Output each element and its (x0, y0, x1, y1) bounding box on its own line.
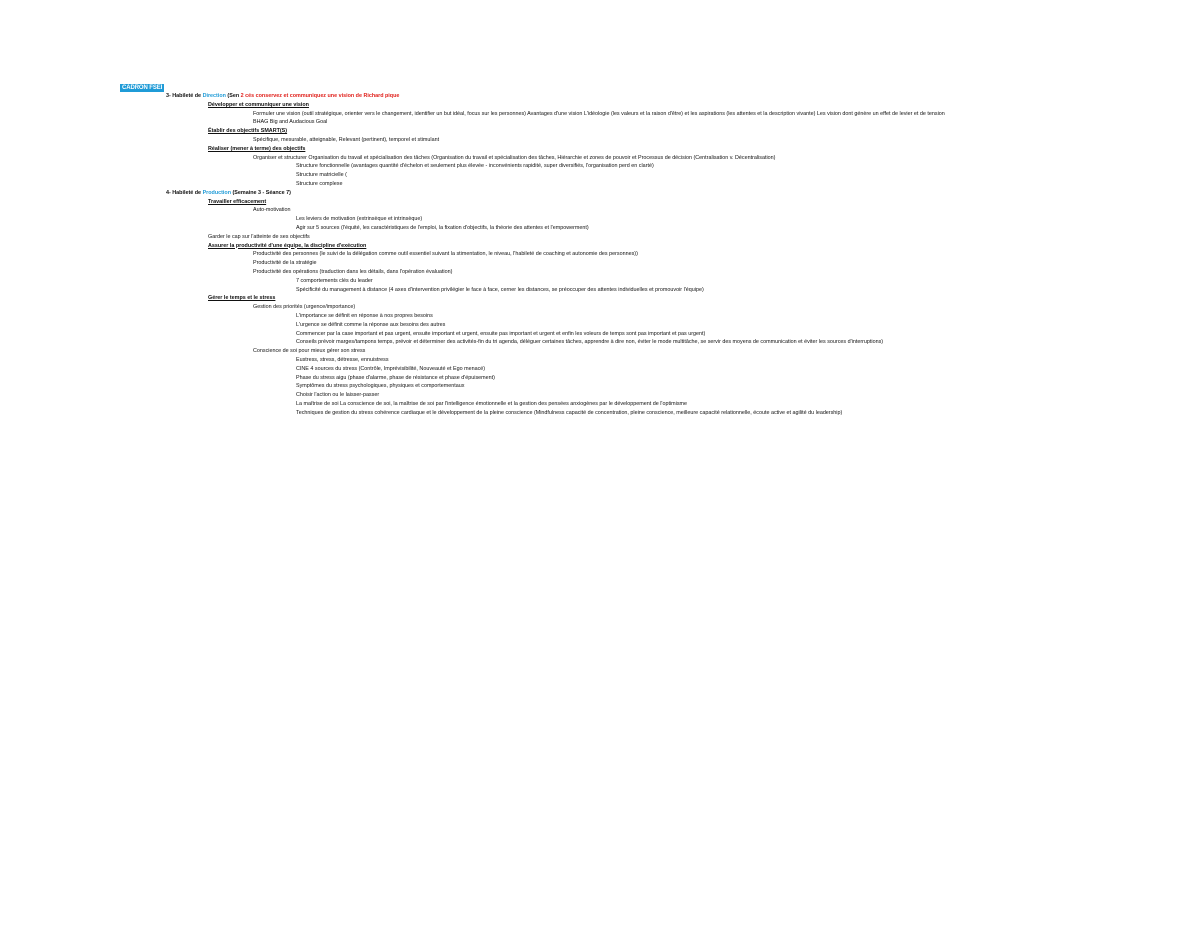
section-heading-highlight: Direction (202, 93, 226, 99)
outline-item: Formuler une vision (outil stratégique, orienter vers le changement, identifier un but idéal, focus sur les personnes) Avantages d'une vision L'idéologie (les valeurs et la raison d'être) et les aspirations (les attentes et la description vivante) Les vision dont génère un effet de levier et de tension (253, 110, 945, 117)
course-outline (0, 92, 1200, 417)
section-heading-prefix: 4- Habileté de (166, 189, 203, 196)
outline-item: Assurer la productivité d'une équipe, la discipline d'exécution (208, 242, 367, 249)
outline-item: Techniques de gestion du stress cohérence cardiaque et le développement de la pleine conscience (Mindfulness capacité de concentration, pleine conscience, meilleure capacité relationnelle, écoute active et agilité du leadership) (296, 409, 843, 416)
outline-item: Productivité des personnes (le suivi de la délégation comme outil essentiel suivant la stimentation, le niveau, l'habileté de coaching et autonomie des personnes)) (253, 251, 638, 258)
section-items-production (0, 198, 1200, 418)
section-heading-production (0, 189, 1200, 198)
outline-item: Réaliser (mener à terme) des objectifs (208, 145, 306, 152)
outline-item: Développer et communiquer une vision (208, 101, 309, 108)
outline-item: Auto-motivation (253, 207, 291, 214)
section-heading-highlight: Production (202, 189, 232, 196)
outline-item: L'urgence se définit comme la réponse aux besoins des autres (296, 321, 446, 328)
section-heading-rest: (Semaine 3 - Séance 7) (231, 189, 291, 196)
outline-item: Structure complexe (296, 180, 343, 187)
outline-item: La maîtrise de soi La conscience de soi, la maîtrise de soi par l'intelligence émotionnelle et la gestion des pensées anxiogènes par le développement de l'optimisme (296, 400, 688, 407)
outline-item: Productivité des opérations (traduction dans les détails, dans l'opération évaluation) (253, 268, 453, 275)
outline-item: Productivité de la stratégie (253, 260, 317, 267)
outline-item: Commencer par la case important et pas urgent, ensuite important et urgent, ensuite pas important et urgent et enfin les voleurs de temps sont pas important et pas urgent) (296, 330, 706, 337)
outline-item: 7 comportements clés du leader (296, 277, 373, 284)
outline-item: Conseils prévoir marges/tampons temps, prévoir et déterminer des activités-fin du tri agenda, déléguer certaines tâches, apprendre à dire non, éviter le mode multitâche, se servir des moyens de communication et éviter les sources d'interruptions) (296, 339, 884, 346)
outline-item: Structure matricielle ( (296, 172, 347, 179)
outline-item: Phase du stress aigu (phase d'alarme, phase de résistance et phase d'épuisement) (296, 374, 495, 381)
outline-item: Symptômes du stress psychologiques, physiques et comportementaux (296, 383, 465, 390)
outline-item: Spécifique, mesurable, atteignable, Relevant (pertinent), temporel et stimulant (253, 136, 440, 143)
section-heading-paren: (Sen (225, 93, 240, 99)
outline-item: Établir des objectifs SMART(S) (208, 128, 288, 135)
outline-item: Conscience de soi pour mieux gérer son stress (253, 348, 366, 355)
outline-item: Gestion des priorités (urgence/importance) (253, 304, 356, 311)
outline-item: L'importance se définit en réponse à nos propres besoins (296, 312, 433, 319)
header-badge: CADRON FSEI (122, 85, 163, 91)
outline-item: CINE 4 sources du stress (Contrôle, Imprévisibilité, Nouveauté et Ego menacé) (296, 365, 486, 372)
outline-item: Spécificité du management à distance (4 axes d'intervention privilégier le face à face, cerner les distances, se préoccuper des attentes individuelles et promouvoir l'équipe) (296, 286, 704, 293)
section-heading-red-text: 2 cés conservez et communiquez une vision de Richard pique (239, 93, 400, 99)
outline-item: Les leviers de motivation (extrinsèque et intrinsèque) (296, 216, 423, 223)
outline-item: Organiser et structurer Organisation du travail et spécialisation des tâches (Organisation du travail et spécialisation des tâches, Hiérarchie et zones de pouvoir et Processus de décision (Centralisation v. Décentralisation) (253, 154, 776, 161)
outline-item: Choisir l'action ou le laisser-passer (296, 392, 380, 399)
outline-item: BHAG Big and Audacious Goal (253, 119, 328, 126)
outline-item: Gérer le temps et le stress (208, 295, 276, 302)
section-heading-direction (0, 92, 1200, 101)
outline-item: Eustress, stress, détresse, ennuistress (296, 356, 389, 363)
outline-item: Structure fonctionnelle (avantages quantité d'échelon et seulement plus élevée - inconvénients rapidité, super diversifiés, l'organisation perd en clarté) (296, 163, 654, 170)
outline-item: Garder le cap sur l'atteinte de ses objectifs (208, 233, 310, 240)
section-items-direction (0, 101, 1200, 189)
outline-item: Travailler efficacement (208, 198, 267, 205)
section-heading-prefix: 3- Habileté de (166, 93, 203, 99)
outline-item: Agir sur 5 sources (l'équité, les caractéristiques de l'emploi, la fixation d'objectifs, la théorie des attentes et l'empowerment) (296, 224, 589, 231)
